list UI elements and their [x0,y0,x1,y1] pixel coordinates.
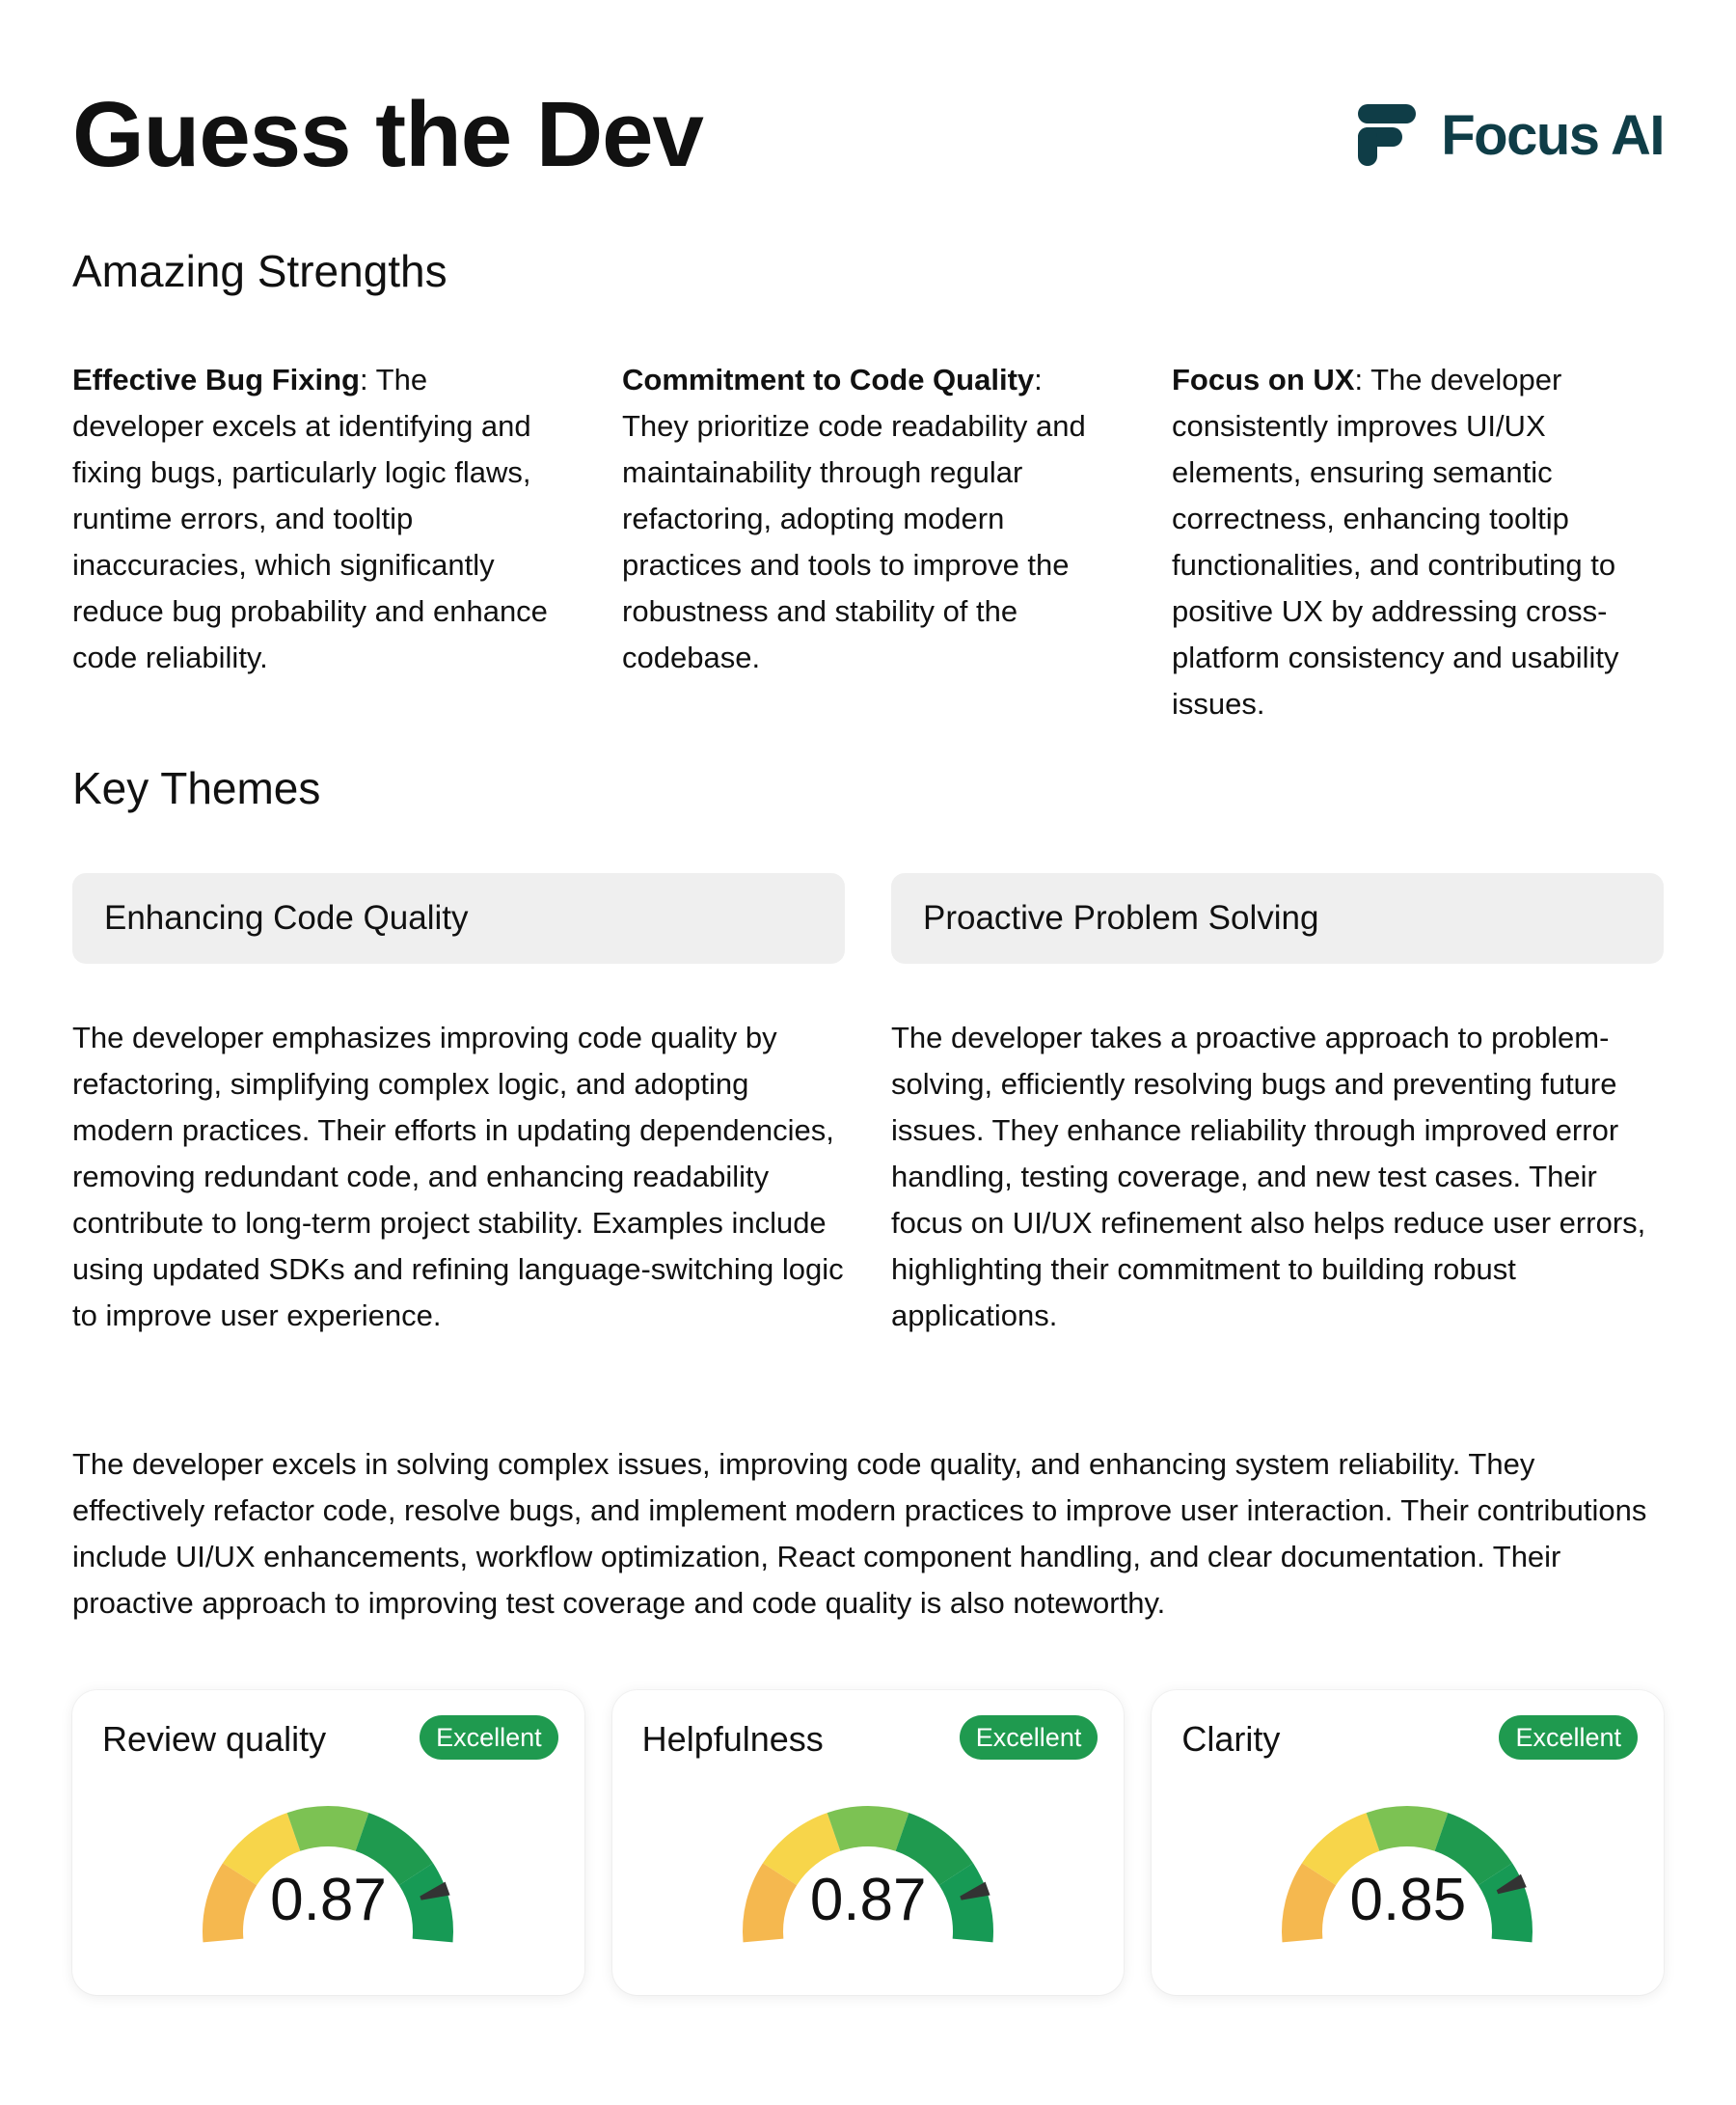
strengths-list [72,357,1664,727]
gauge-segment-light-green [1367,1806,1449,1851]
gauge-segment-light-green [827,1806,909,1851]
page-title: Guess the Dev [72,83,703,186]
strength-label: Effective Bug Fixing [72,363,360,396]
score-card-title: Helpfulness [641,1719,824,1759]
strength-label: Focus on UX [1172,363,1355,396]
summary-text: The developer excels in solving complex issues, improving code quality, and enhancing system reliability. They effectively refactor code, resolve bugs, and implement modern practices to improve user interaction. Their contributions include UI/UX enhancements, workflow optimization, React component handling, and clear documentation. Their proactive approach to improving test coverage and code quality is also noteworthy. [72,1447,1647,1620]
brand-name: Focus AI [1441,103,1664,167]
strength-text: : The developer consistently improves UI/UX elements, ensuring semantic correctness, enhancing tooltip functionalities, and contributing to positive UX by addressing cross-platform consistency and usability issues. [1172,363,1619,721]
brand[interactable] [1358,103,1664,168]
theme-heading: Enhancing Code Quality [72,873,845,964]
status-badge: Excellent [960,1715,1099,1760]
themes-list [72,873,1664,1339]
gauge-segment-light-green [287,1806,369,1851]
strength-label: Commitment to Code Quality [622,363,1035,396]
strength-item [1172,357,1660,727]
strength-text: : The developer excels at identifying and fixing bugs, particularly logic flaws, runtime errors, and tooltip inaccuracies, which significantly reduce bug probability and enhance code reliability. [72,363,548,674]
status-badge: Excellent [1499,1715,1638,1760]
gauge-value: 0.87 [270,1867,387,1933]
theme-heading: Proactive Problem Solving [891,873,1664,964]
score-card-review-quality [72,1690,584,1995]
strength-text: : They prioritize code readability and maintainability through regular refactoring, adopting modern practices and tools to improve the robustness and stability of the codebase. [622,363,1086,674]
strengths-title: Amazing Strengths [72,246,448,296]
themes-title: Key Themes [72,763,321,813]
theme-body: The developer takes a proactive approach to problem-solving, efficiently resolving bugs and preventing future issues. They enhance reliability through improved error handling, testing coverage, and new test cases. Their focus on UI/UX refinement also helps reduce user errors, highlighting their commitment to building robust applications. [891,1021,1646,1332]
gauge-value: 0.87 [809,1867,927,1933]
status-badge: Excellent [420,1715,558,1760]
theme-card [72,873,845,1339]
header [72,82,1664,188]
score-card-title: Review quality [102,1719,327,1759]
strength-item [72,357,560,727]
score-card-title: Clarity [1181,1719,1281,1759]
score-card-clarity [1152,1690,1664,1995]
gauge-value: 0.85 [1349,1867,1467,1933]
score-card-helpfulness [612,1690,1125,1995]
score-cards [72,1690,1664,1995]
theme-body: The developer emphasizes improving code quality by refactoring, simplifying complex logic, and adopting modern practices. Their efforts in updating dependencies, removing redundant code, and enhancing readability contribute to long-term project stability. Examples include using updated SDKs and refining language-switching logic to improve user experience. [72,1021,844,1332]
strength-item [622,357,1110,727]
theme-card [891,873,1664,1339]
focus-ai-logo-icon [1358,104,1420,166]
